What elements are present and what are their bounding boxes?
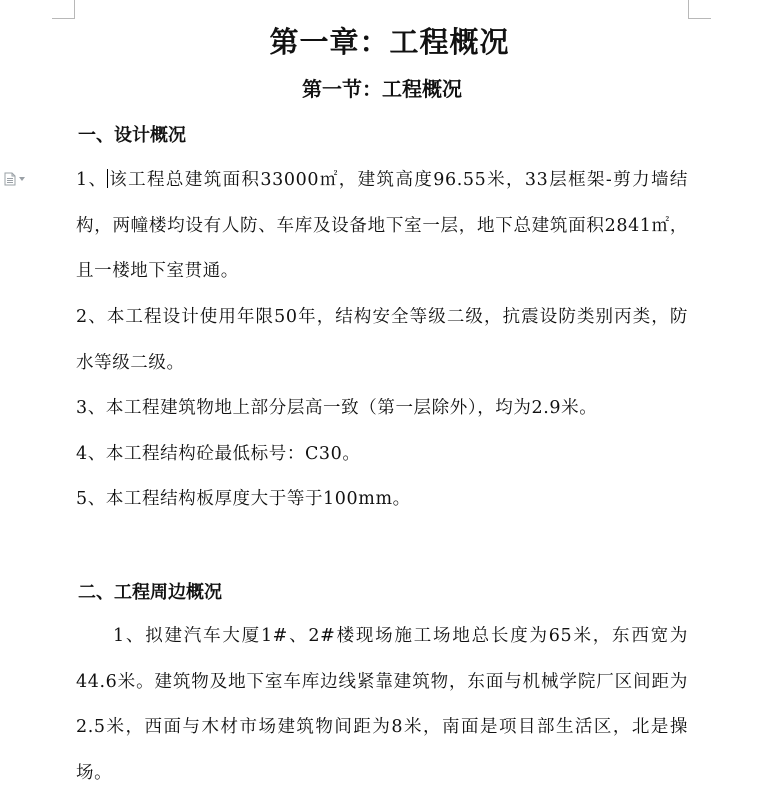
paragraph-options-button[interactable] bbox=[4, 171, 34, 187]
design-item-2[interactable] bbox=[76, 295, 688, 386]
caret-down-icon bbox=[19, 177, 25, 181]
surroundings-heading: 二、工程周边概况 bbox=[78, 582, 222, 603]
design-item-4[interactable] bbox=[76, 432, 688, 478]
crop-mark-top-left bbox=[52, 0, 75, 19]
surroundings-item-1[interactable]: 1、拟建汽车大厦1#、2#楼现场施工场地总长度为65米，东西宽为44.6米。建筑物及地下室车库边线紧靠建筑物，东面与机械学院厂区间距为2.5米，西面与木材市场建筑物间距为8米，南面是项目部生活区，北是操场。 bbox=[76, 626, 688, 783]
section-title: 第一节：工程概况 bbox=[302, 77, 462, 101]
design-item-5-prefix: 5、 bbox=[76, 489, 106, 509]
design-item-2-prefix: 2、 bbox=[76, 307, 107, 327]
chapter-title: 第一章：工程概况 bbox=[269, 25, 510, 59]
design-item-2-text: 本工程设计使用年限50年，结构安全等级二级，抗震设防类别丙类，防水等级二级。 bbox=[76, 307, 689, 373]
design-item-1-prefix: 1、 bbox=[76, 170, 108, 190]
design-item-5[interactable] bbox=[76, 477, 688, 523]
design-item-1[interactable] bbox=[76, 158, 688, 295]
design-item-3-prefix: 3、 bbox=[76, 398, 106, 418]
design-item-3-text: 本工程建筑物地上部分层高一致（第一层除外），均为2.9米。 bbox=[105, 398, 598, 418]
design-item-3[interactable] bbox=[76, 386, 688, 432]
document-icon bbox=[4, 172, 16, 186]
design-item-4-prefix: 4、 bbox=[76, 444, 106, 464]
design-item-4-text: 本工程结构砼最低标号：C30。 bbox=[105, 444, 361, 464]
design-overview-heading: 一、设计概况 bbox=[78, 125, 186, 146]
design-item-5-text: 本工程结构板厚度大于等于100mm。 bbox=[105, 489, 411, 509]
crop-mark-top-right bbox=[688, 0, 711, 19]
design-item-1-text: 该工程总建筑面积33000㎡，建筑高度96.55米，33层框架-剪力墙结构，两幢楼均设有人防、车库及设备地下室一层，地下总建筑面积2841㎡，且一楼地下室贯通。 bbox=[76, 170, 688, 281]
